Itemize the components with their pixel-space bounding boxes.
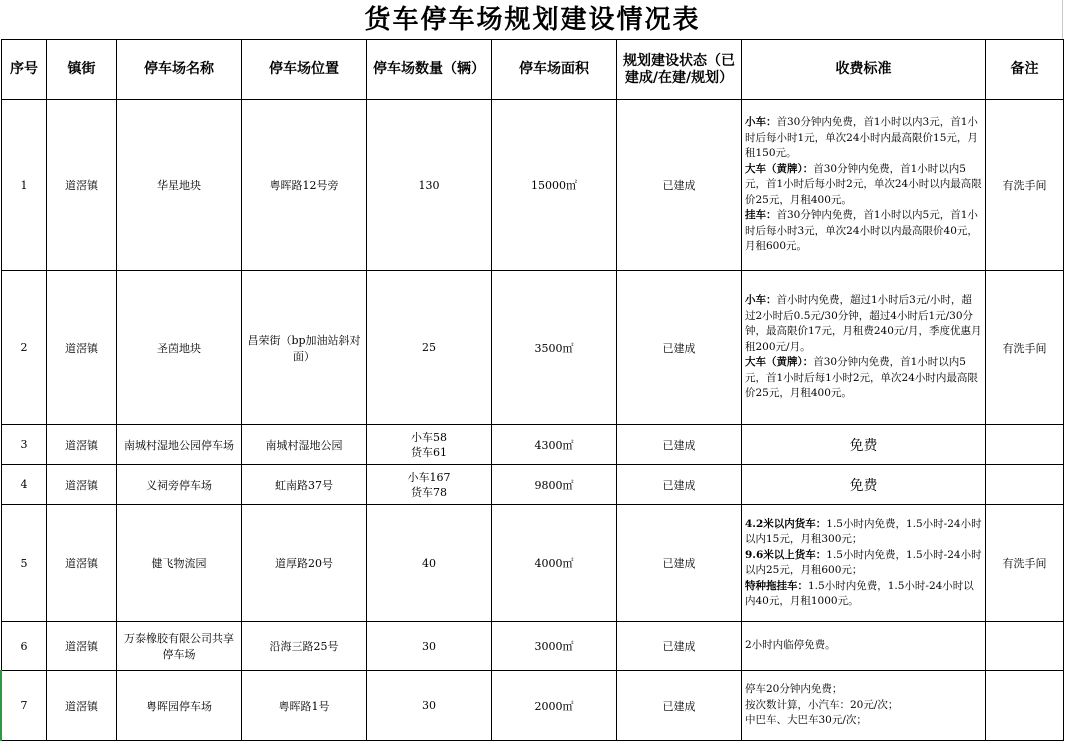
table-row xyxy=(2,622,1064,671)
fee-key: 小车： xyxy=(745,116,777,129)
header-fee: 收费标准 xyxy=(742,40,986,100)
cell-seq: 4 xyxy=(2,465,47,505)
fee-value: 1.5小时内免费，1.5小时-24小时以内40元，月租1000元。 xyxy=(745,579,974,607)
table-row xyxy=(2,505,1064,622)
cell-status: 已建成 xyxy=(617,465,742,505)
cell-town: 道滘镇 xyxy=(47,425,117,465)
cell-count: 40 xyxy=(367,505,492,622)
count-line: 小车167 xyxy=(407,470,451,484)
cell-fee xyxy=(742,100,986,271)
page-title: 货车停车场规划建设情况表 xyxy=(364,5,701,35)
cell-status: 已建成 xyxy=(617,622,742,671)
header-town: 镇街 xyxy=(47,40,117,100)
fee-value: 1.5小时内免费，1.5小时-24小时以内15元，月租300元； xyxy=(745,517,982,545)
cell-name: 华星地块 xyxy=(117,100,242,271)
header-location: 停车场位置 xyxy=(242,40,367,100)
header-area: 停车场面积 xyxy=(492,40,617,100)
cell-count xyxy=(367,425,492,465)
parking-table xyxy=(1,39,1064,741)
cell-area: 2000㎡ xyxy=(492,671,617,741)
table-row xyxy=(2,100,1064,271)
cell-status: 已建成 xyxy=(617,505,742,622)
cell-location: 粤晖路12号旁 xyxy=(242,100,367,271)
cell-fee xyxy=(742,505,986,622)
fee-value: 首30分钟内免费，首1小时以内5元，首1小时后每小时2元，单次24小时以内最高限价25元，月租400元。 xyxy=(745,162,982,206)
cell-area: 3000㎡ xyxy=(492,622,617,671)
cell-seq: 7 xyxy=(2,671,47,741)
count-line: 货车61 xyxy=(411,445,447,459)
cell-count: 25 xyxy=(367,271,492,425)
cell-fee: 免费 xyxy=(742,425,986,465)
fee-line: 按次数计算，小汽车：20元/次； xyxy=(745,698,899,711)
cell-location: 道厚路20号 xyxy=(242,505,367,622)
cell-area: 3500㎡ xyxy=(492,271,617,425)
cell-note xyxy=(986,425,1064,465)
cell-area: 9800㎡ xyxy=(492,465,617,505)
cell-count xyxy=(367,465,492,505)
cell-location: 南城村湿地公园 xyxy=(242,425,367,465)
cell-town: 道滘镇 xyxy=(47,671,117,741)
cell-name: 健飞物流园 xyxy=(117,505,242,622)
cell-note: 有洗手间 xyxy=(986,271,1064,425)
cell-seq: 1 xyxy=(2,100,47,271)
cell-seq: 2 xyxy=(2,271,47,425)
cell-note: 有洗手间 xyxy=(986,505,1064,622)
cell-seq: 3 xyxy=(2,425,47,465)
cell-location: 虹南路37号 xyxy=(242,465,367,505)
cell-area: 4000㎡ xyxy=(492,505,617,622)
cell-town: 道滘镇 xyxy=(47,271,117,425)
cell-name: 南城村湿地公园停车场 xyxy=(117,425,242,465)
cell-count: 30 xyxy=(367,671,492,741)
cell-fee xyxy=(742,671,986,741)
table-row xyxy=(2,271,1064,425)
fee-value: 首30分钟内免费，首1小时以内5元，首1小时后每1小时2元，单次24小时内最高限价25元，月租400元。 xyxy=(745,356,978,400)
header-note: 备注 xyxy=(986,40,1064,100)
cell-town: 道滘镇 xyxy=(47,100,117,271)
fee-line: 停车20分钟内免费； xyxy=(745,683,843,696)
fee-line: 2小时内临停免费。 xyxy=(745,639,836,652)
cell-town: 道滘镇 xyxy=(47,505,117,622)
cell-name: 圣茵地块 xyxy=(117,271,242,425)
cell-name: 万泰橡胶有限公司共享停车场 xyxy=(117,622,242,671)
cell-fee xyxy=(742,271,986,425)
header-seq: 序号 xyxy=(2,40,47,100)
fee-key: 大车（黄牌）： xyxy=(745,162,814,175)
fee-key: 4.2米以内货车： xyxy=(745,517,827,530)
header-status: 规划建设状态（已建成/在建/规划） xyxy=(617,40,742,100)
fee-value: 首30分钟内免费，首1小时以内3元，首1小时后每小时1元，单次24小时内最高限价15元，月租150元。 xyxy=(745,116,978,160)
cell-area: 15000㎡ xyxy=(492,100,617,271)
fee-key: 大车（黄牌）： xyxy=(745,356,814,369)
cell-seq: 5 xyxy=(2,505,47,622)
fee-key: 小车： xyxy=(745,294,777,307)
fee-value: 首小时内免费，超过1小时后3元/小时，超过2小时后0.5元/30分钟，超过4小时后1元/30分钟，最高限价17元，月租费240元/月，季度优惠月租200元/月。 xyxy=(745,294,982,353)
cell-name: 粤晖园停车场 xyxy=(117,671,242,741)
selection-edge xyxy=(0,670,2,741)
cell-status: 已建成 xyxy=(617,100,742,271)
cell-note: 有洗手间 xyxy=(986,100,1064,271)
cell-location: 粤晖路1号 xyxy=(242,671,367,741)
cell-seq: 6 xyxy=(2,622,47,671)
cell-status: 已建成 xyxy=(617,271,742,425)
cell-status: 已建成 xyxy=(617,425,742,465)
cell-count: 30 xyxy=(367,622,492,671)
fee-key: 挂车： xyxy=(745,209,777,222)
cell-status: 已建成 xyxy=(617,671,742,741)
table-row xyxy=(2,671,1064,741)
cell-count: 130 xyxy=(367,100,492,271)
fee-key: 9.6米以上货车： xyxy=(745,548,827,561)
count-line: 小车58 xyxy=(411,430,447,444)
cell-location: 昌荣街（bp加油站斜对面） xyxy=(242,271,367,425)
header-count: 停车场数量（辆） xyxy=(367,40,492,100)
cell-area: 4300㎡ xyxy=(492,425,617,465)
cell-town: 道滘镇 xyxy=(47,622,117,671)
cell-fee: 免费 xyxy=(742,465,986,505)
count-line: 货车78 xyxy=(411,485,447,499)
header-name: 停车场名称 xyxy=(117,40,242,100)
cell-name: 义祠旁停车场 xyxy=(117,465,242,505)
cell-note xyxy=(986,671,1064,741)
fee-line: 中巴车、大巴车30元/次； xyxy=(745,714,867,727)
cell-location: 沿海三路25号 xyxy=(242,622,367,671)
cell-note xyxy=(986,465,1064,505)
cell-fee xyxy=(742,622,986,671)
fee-value: 1.5小时内免费，1.5小时-24小时以内25元，月租600元； xyxy=(745,548,982,576)
table-row xyxy=(2,425,1064,465)
header-row xyxy=(2,40,1064,100)
cell-note xyxy=(986,622,1064,671)
table-row xyxy=(2,465,1064,505)
fee-value: 首30分钟内免费，首1小时以内5元，首1小时后每小时3元，单次24小时以内最高限价40元，月租600元。 xyxy=(745,209,978,253)
fee-key: 特种拖挂车： xyxy=(745,579,808,592)
cell-town: 道滘镇 xyxy=(47,465,117,505)
